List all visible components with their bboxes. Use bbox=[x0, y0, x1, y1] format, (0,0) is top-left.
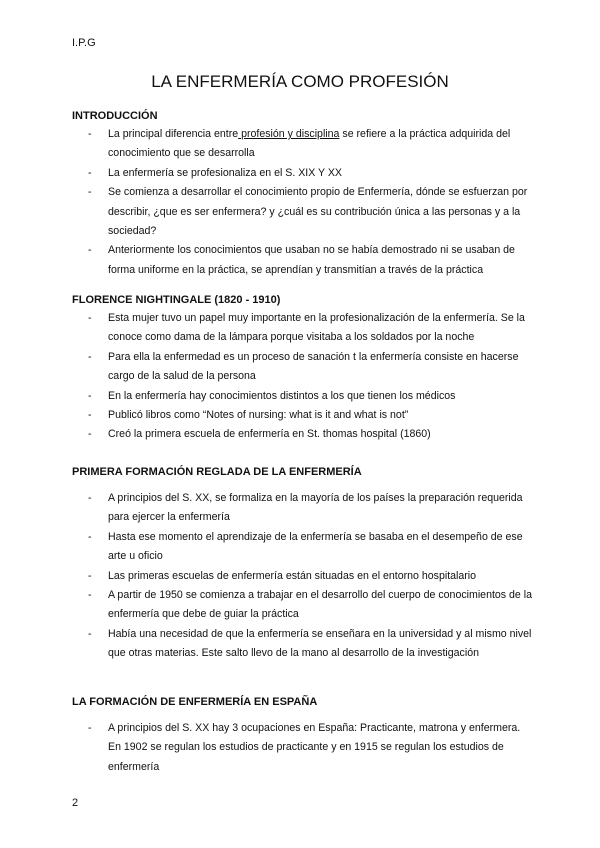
section-primera-formacion bbox=[72, 466, 532, 664]
list-item: - Publicó libros como “Notes of nursing: what is it and what is not” bbox=[72, 406, 532, 425]
list-item bbox=[72, 125, 532, 164]
list-item: - En la enfermería hay conocimientos distintos a los que tienen los médicos bbox=[72, 387, 532, 406]
section-heading: PRIMERA FORMACIÓN REGLADA DE LA ENFERMERÍA bbox=[72, 466, 362, 478]
bullet-list bbox=[72, 309, 532, 445]
section-formacion-espana bbox=[72, 696, 532, 777]
list-item: - Creó la primera escuela de enfermería en St. thomas hospital (1860) bbox=[72, 425, 532, 444]
bullet-list bbox=[72, 125, 532, 280]
list-item: - A principios del S. XX, se formaliza en la mayoría de los países la preparación requerida para ejercer la enfermería bbox=[72, 489, 532, 528]
list-item: - Las primeras escuelas de enfermería están situadas en el entorno hospitalario bbox=[72, 567, 532, 586]
list-item: - Había una necesidad de que la enfermería se enseñara en la universidad y al mismo nivel que otras materias. Este salto llevo de la mano al desarrollo de la investigación bbox=[72, 625, 532, 664]
list-item: - A partir de 1950 se comienza a trabajar en el desarrollo del cuerpo de conocimientos de la enfermería que debe de guiar la práctica bbox=[72, 586, 532, 625]
bullet-list bbox=[72, 489, 532, 664]
item-text: La principal diferencia entre bbox=[108, 128, 239, 140]
list-item: - Anteriormente los conocimientos que usaban no se había demostrado ni se usaban de forma uniforme en la práctica, se aprendían y transmitían a través de la práctica bbox=[72, 241, 532, 280]
list-item: - Para ella la enfermedad es un proceso de sanación t la enfermería consiste en hacerse cargo de la salud de la persona bbox=[72, 348, 532, 387]
bullet-list bbox=[72, 719, 532, 777]
document-header: I.P.G bbox=[72, 37, 96, 49]
underlined-term: profesión y disciplina bbox=[238, 128, 340, 140]
section-heading: FLORENCE NIGHTINGALE (1820 - 1910) bbox=[72, 294, 281, 306]
section-heading: LA FORMACIÓN DE ENFERMERÍA EN ESPAÑA bbox=[72, 696, 318, 708]
list-item: - A principios del S. XX hay 3 ocupaciones en España: Practicante, matrona y enfermera. En 1902 se regulan los estudios de practicante y en 1915 se regulan los estudios de enfermería bbox=[72, 719, 532, 777]
list-item: - Se comienza a desarrollar el conocimiento propio de Enfermería, dónde se esfuerzan por describir, ¿que es ser enfermera? y ¿cuál es su contribución única a las personas y a la sociedad? bbox=[72, 183, 532, 241]
list-item: - Hasta ese momento el aprendizaje de la enfermería se basaba en el desempeño de ese arte u oficio bbox=[72, 528, 532, 567]
section-florence-nightingale bbox=[72, 294, 532, 445]
page-title: LA ENFERMERÍA COMO PROFESIÓN bbox=[151, 72, 449, 91]
section-heading: INTRODUCCIÓN bbox=[72, 110, 158, 122]
list-item: - Esta mujer tuvo un papel muy importante en la profesionalización de la enfermería. Se la conoce como dama de la lámpara porque visitaba a los soldados por la noche bbox=[72, 309, 532, 348]
page-number: 2 bbox=[72, 797, 79, 809]
section-introduccion bbox=[72, 110, 532, 280]
item-text: se refiere a la práctica adquirida del conocimiento que se desarrolla bbox=[108, 128, 511, 160]
list-item: - La enfermería se profesionaliza en el S. XIX Y XX bbox=[72, 164, 532, 183]
